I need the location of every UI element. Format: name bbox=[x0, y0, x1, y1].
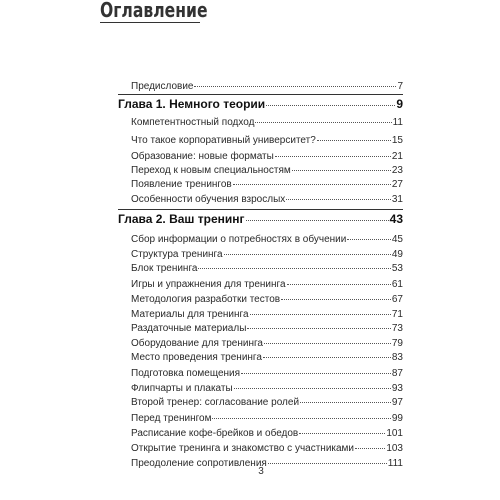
toc-entry-page: 27 bbox=[391, 179, 403, 190]
toc-entry-page: 21 bbox=[391, 151, 403, 162]
toc-entry[interactable] bbox=[131, 249, 403, 261]
toc-entry-title: Игры и упражнения для тренинга bbox=[131, 279, 286, 290]
dot-leader bbox=[255, 122, 391, 123]
dot-leader bbox=[234, 388, 391, 389]
toc-entry-page: 53 bbox=[391, 263, 403, 274]
dot-leader bbox=[281, 299, 391, 300]
toc-entry-page: 7 bbox=[397, 81, 403, 92]
chapter-divider bbox=[118, 94, 403, 95]
toc-entry-title: Сбор информации о потребностях в обучении bbox=[131, 234, 347, 245]
dot-leader bbox=[300, 402, 391, 403]
toc-entry-page: 9 bbox=[396, 97, 403, 111]
toc-chapter-entry[interactable] bbox=[118, 97, 403, 111]
toc-entry[interactable] bbox=[131, 443, 403, 455]
toc-entry-title: Блок тренинга bbox=[131, 263, 198, 274]
dot-leader bbox=[263, 357, 391, 358]
toc-entry-page: 79 bbox=[391, 338, 403, 349]
toc-entry[interactable] bbox=[131, 352, 403, 364]
dot-leader bbox=[268, 463, 387, 464]
chapter-divider bbox=[118, 209, 403, 210]
toc-entry[interactable] bbox=[131, 234, 403, 246]
dot-leader bbox=[299, 433, 385, 434]
toc-entry-page: 71 bbox=[391, 309, 403, 320]
toc-entry[interactable] bbox=[131, 413, 403, 425]
toc-entry-page: 45 bbox=[391, 234, 403, 245]
dot-leader bbox=[264, 343, 391, 344]
toc-entry[interactable] bbox=[131, 165, 403, 177]
dot-leader bbox=[224, 254, 391, 255]
toc-entry-title: Преодоление сопротивления bbox=[131, 458, 267, 469]
toc-entry[interactable] bbox=[131, 323, 403, 335]
dot-leader bbox=[355, 448, 385, 449]
toc-entry-title: Структура тренинга bbox=[131, 249, 223, 260]
toc-entry-title: Глава 2. Ваш тренинг bbox=[118, 212, 245, 226]
page-number: 3 bbox=[258, 466, 264, 477]
toc-entry[interactable] bbox=[131, 428, 403, 440]
dot-leader bbox=[275, 156, 391, 157]
page-title: Оглавление bbox=[100, 0, 208, 22]
dot-leader bbox=[250, 314, 391, 315]
toc-entry[interactable] bbox=[131, 279, 403, 291]
toc-entry-title: Что такое корпоративный университет? bbox=[131, 135, 316, 146]
dot-leader bbox=[246, 220, 389, 221]
dot-leader bbox=[212, 418, 390, 419]
toc-entry[interactable] bbox=[131, 117, 403, 129]
toc-entry-page: 67 bbox=[391, 294, 403, 305]
toc-entry[interactable] bbox=[131, 397, 403, 409]
toc-entry-page: 87 bbox=[391, 368, 403, 379]
toc-entry-title: Перед тренингом bbox=[131, 413, 212, 424]
toc-entry-title: Компетентностный подход bbox=[131, 117, 255, 128]
dot-leader bbox=[317, 140, 391, 141]
toc-entry-page: 11 bbox=[392, 117, 403, 128]
toc-entry[interactable] bbox=[131, 383, 403, 395]
toc-entry-page: 97 bbox=[391, 397, 403, 408]
toc-entry-page: 61 bbox=[391, 279, 403, 290]
toc-entry-title: Предисловие bbox=[131, 81, 194, 92]
toc-entry[interactable] bbox=[131, 294, 403, 306]
toc-entry-title: Методология разработки тестов bbox=[131, 294, 281, 305]
dot-leader bbox=[266, 105, 395, 106]
toc-entry-title: Расписание кофе-брейков и обедов bbox=[131, 428, 299, 439]
toc-entry-page: 93 bbox=[391, 383, 403, 394]
toc-entry-title: Раздаточные материалы bbox=[131, 323, 247, 334]
toc-entry[interactable] bbox=[131, 151, 403, 163]
toc-entry[interactable] bbox=[131, 368, 403, 380]
toc-entry-page: 83 bbox=[391, 352, 403, 363]
toc-entry[interactable] bbox=[131, 81, 403, 93]
toc-entry[interactable] bbox=[131, 309, 403, 321]
toc-entry-title: Появление тренингов bbox=[131, 179, 232, 190]
dot-leader bbox=[287, 284, 391, 285]
toc-entry-title: Подготовка помещения bbox=[131, 368, 241, 379]
toc-entry-page: 31 bbox=[391, 194, 403, 205]
dot-leader bbox=[241, 373, 391, 374]
dot-leader bbox=[198, 268, 390, 269]
toc-entry-title: Флипчарты и плакаты bbox=[131, 383, 233, 394]
toc-entry-title: Открытие тренинга и знакомство с участниками bbox=[131, 443, 355, 454]
toc-entry-title: Второй тренер: согласование ролей bbox=[131, 397, 300, 408]
toc-entry-page: 43 bbox=[389, 212, 403, 226]
dot-leader bbox=[347, 239, 391, 240]
toc-entry[interactable] bbox=[131, 179, 403, 191]
toc-entry-title: Образование: новые форматы bbox=[131, 151, 274, 162]
dot-leader bbox=[286, 199, 391, 200]
toc-entry-page: 101 bbox=[386, 428, 403, 439]
toc-entry-page: 73 bbox=[391, 323, 403, 334]
toc-entry-title: Материалы для тренинга bbox=[131, 309, 249, 320]
dot-leader bbox=[233, 184, 391, 185]
toc-entry-page: 23 bbox=[391, 165, 403, 176]
toc-entry[interactable] bbox=[131, 338, 403, 350]
toc-entry[interactable] bbox=[131, 135, 403, 147]
toc-entry-title: Особенности обучения взрослых bbox=[131, 194, 286, 205]
toc-entry-title: Оборудование для тренинга bbox=[131, 338, 263, 349]
toc-entry-page: 15 bbox=[391, 135, 403, 146]
toc-entry-title: Переход к новым специальностям bbox=[131, 165, 291, 176]
toc-entry-title: Глава 1. Немного теории bbox=[118, 97, 266, 111]
toc-entry-page: 103 bbox=[386, 443, 403, 454]
dot-leader bbox=[247, 328, 390, 329]
toc-entry-page: 99 bbox=[391, 413, 403, 424]
toc-entry-title: Место проведения тренинга bbox=[131, 352, 262, 363]
toc-chapter-entry[interactable] bbox=[118, 212, 403, 226]
toc-entry[interactable] bbox=[131, 263, 403, 275]
toc-entry[interactable] bbox=[131, 194, 403, 206]
dot-leader bbox=[194, 86, 396, 87]
toc-entry-page: 111 bbox=[387, 458, 403, 469]
toc-entry-page: 49 bbox=[391, 249, 403, 260]
dot-leader bbox=[292, 170, 391, 171]
